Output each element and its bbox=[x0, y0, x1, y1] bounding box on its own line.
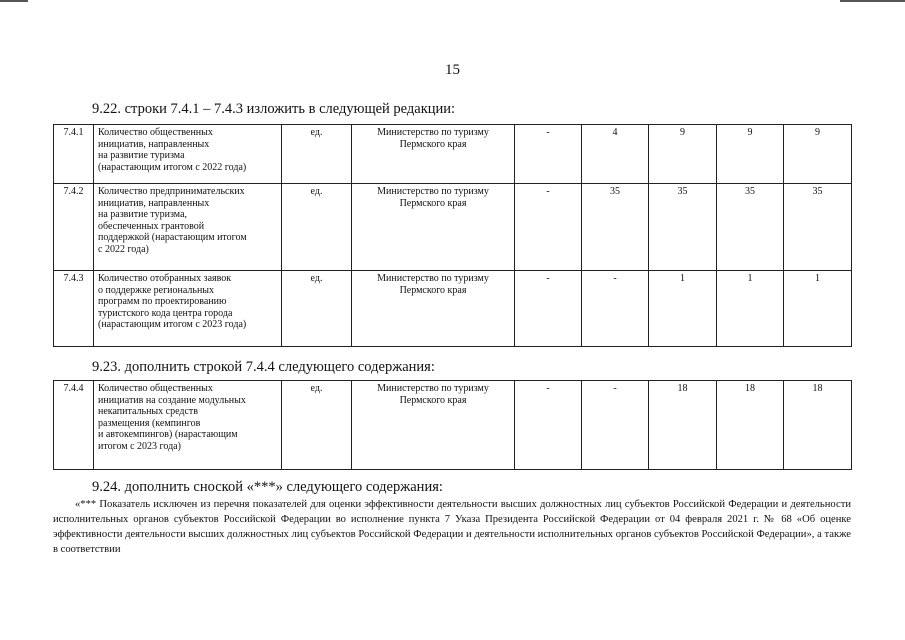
indicator-name-line: о поддержке региональных bbox=[98, 284, 215, 296]
value-cell: 9 bbox=[784, 125, 852, 184]
value-cell: 9 bbox=[717, 125, 784, 184]
indicator-name-line: туристского кода центра города bbox=[98, 307, 233, 319]
section-heading-9-23: 9.23. дополнить строкой 7.4.4 следующего содержания: bbox=[92, 359, 435, 375]
responsible-cell bbox=[352, 184, 515, 271]
indicator-name bbox=[94, 381, 282, 470]
section-heading-9-22: 9.22. строки 7.4.1 – 7.4.3 изложить в следующей редакции: bbox=[92, 101, 456, 117]
value-cell: 35 bbox=[717, 184, 784, 271]
value-cell: 9 bbox=[649, 125, 717, 184]
responsible-line: Министерство по туризму bbox=[377, 273, 489, 284]
responsible-line: Министерство по туризму bbox=[377, 186, 489, 197]
indicator-name-line: на развитие туризма bbox=[98, 150, 185, 162]
responsible-line: Министерство по туризму bbox=[377, 383, 489, 394]
responsible-line: Пермского края bbox=[399, 197, 467, 209]
value-cell: - bbox=[515, 184, 582, 271]
responsible-cell bbox=[352, 381, 515, 470]
indicator-name-line: и автокемпингов) (нарастающим bbox=[98, 429, 238, 441]
scan-mark-left bbox=[0, 0, 28, 2]
responsible-line: Пермского края bbox=[399, 394, 467, 406]
table-row bbox=[54, 271, 852, 347]
value-cell: 35 bbox=[582, 184, 649, 271]
section-heading-9-24: 9.24. дополнить сноской «***» следующего содержания: bbox=[92, 479, 443, 495]
footnote-text: «*** Показатель исключен из перечня показателей для оценки эффективности деятельности высших должностных лиц субъектов Российской Федерации и деятельности исполнительных органов субъектов Российской Федерации во исполнение пункта 7 Указа Президента Российской Федерации от 04 февраля 2021 г. № 68 «Об оценке эффективности деятельности высших должностных лиц субъектов Российской Федерации и деятельности исполнительных органов субъектов Российской Федерации», а также в соответствии bbox=[53, 499, 851, 555]
indicator-name-line: обеспеченных грантовой bbox=[98, 220, 205, 232]
unit-cell: ед. bbox=[282, 271, 352, 347]
indicators-table-1 bbox=[53, 124, 852, 347]
indicator-name bbox=[94, 184, 282, 271]
indicator-name-line: на развитие туризма, bbox=[98, 209, 188, 221]
row-number: 7.4.4 bbox=[54, 381, 94, 470]
value-cell: 35 bbox=[784, 184, 852, 271]
value-cell: - bbox=[582, 381, 649, 470]
responsible-line: Министерство по туризму bbox=[377, 127, 489, 138]
indicator-name bbox=[94, 271, 282, 347]
responsible-line: Пермского края bbox=[399, 284, 467, 296]
row-number: 7.4.3 bbox=[54, 271, 94, 347]
page-number: 15 bbox=[445, 62, 460, 78]
indicator-name bbox=[94, 125, 282, 184]
indicator-name-line: (нарастающим итогом с 2023 года) bbox=[98, 319, 247, 331]
value-cell: - bbox=[515, 381, 582, 470]
responsible-cell bbox=[352, 125, 515, 184]
indicator-name-line: Количество общественных bbox=[98, 127, 213, 138]
indicator-name-line: с 2022 года) bbox=[98, 243, 149, 255]
value-cell: 18 bbox=[784, 381, 852, 470]
indicator-name-line: инициатив, направленных bbox=[98, 197, 210, 209]
indicator-name-line: размещения (кемпингов bbox=[98, 417, 201, 429]
value-cell: 18 bbox=[717, 381, 784, 470]
indicator-name-line: некапитальных средств bbox=[98, 406, 199, 418]
indicator-name-line: Количество отобранных заявок bbox=[98, 273, 232, 284]
indicator-name-line: инициатив, направленных bbox=[98, 138, 210, 150]
table-row bbox=[54, 125, 852, 184]
value-cell: 18 bbox=[649, 381, 717, 470]
table-row bbox=[54, 381, 852, 470]
value-cell: - bbox=[582, 271, 649, 347]
row-number: 7.4.1 bbox=[54, 125, 94, 184]
unit-cell: ед. bbox=[282, 184, 352, 271]
value-cell: 4 bbox=[582, 125, 649, 184]
value-cell: 1 bbox=[649, 271, 717, 347]
value-cell: 1 bbox=[784, 271, 852, 347]
value-cell: - bbox=[515, 125, 582, 184]
scan-mark-right bbox=[840, 0, 905, 2]
responsible-line: Пермского края bbox=[399, 138, 467, 150]
indicator-name-line: Количество общественных bbox=[98, 383, 213, 394]
indicators-table-2 bbox=[53, 380, 852, 470]
indicator-name-line: (нарастающим итогом с 2022 года) bbox=[98, 161, 247, 173]
indicator-name-line: Количество предпринимательских bbox=[98, 186, 245, 197]
row-number: 7.4.2 bbox=[54, 184, 94, 271]
value-cell: 1 bbox=[717, 271, 784, 347]
table-row bbox=[54, 184, 852, 271]
indicator-name-line: программ по проектированию bbox=[98, 296, 227, 308]
indicator-name-line: инициатив на создание модульных bbox=[98, 394, 246, 406]
responsible-cell bbox=[352, 271, 515, 347]
unit-cell: ед. bbox=[282, 125, 352, 184]
indicator-name-line: итогом с 2023 года) bbox=[98, 440, 181, 452]
unit-cell: ед. bbox=[282, 381, 352, 470]
value-cell: - bbox=[515, 271, 582, 347]
value-cell: 35 bbox=[649, 184, 717, 271]
indicator-name-line: поддержкой (нарастающим итогом bbox=[98, 232, 247, 244]
